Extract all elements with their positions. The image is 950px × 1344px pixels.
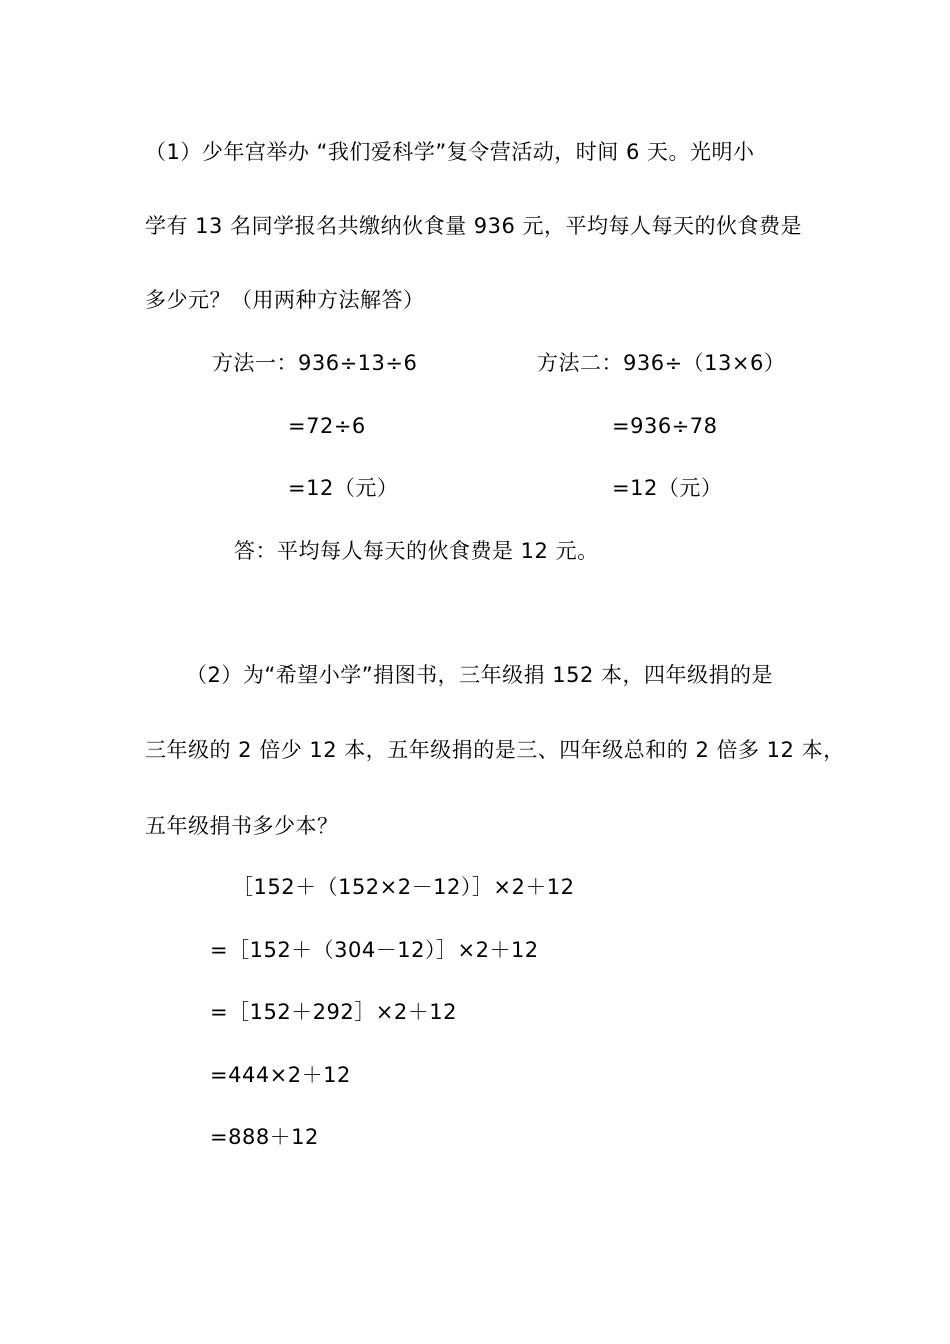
problem-1-text-line-1: （1）少年宫举办 “我们爱科学”复令营活动，时间 6 天。光明小 [145,140,755,164]
method-2-step-1: 方法二：936÷（13×6） [537,351,786,375]
problem-2-step-4: =444×2＋12 [210,1063,351,1087]
problem-1-answer: 答：平均每人每天的伙食费是 12 元。 [234,539,599,563]
problem-1-text-line-3: 多少元？（用两种方法解答） [145,288,425,312]
method-2-step-3: =12（元） [612,476,723,500]
problem-2-step-1: ［152＋（152×2－12）］×2＋12 [232,875,575,899]
problem-2-text-line-3: 五年级捐书多少本？ [145,814,339,838]
method-1-step-3: =12（元） [288,476,399,500]
problem-2-step-2: =［152＋（304－12）］×2＋12 [210,938,539,962]
method-1-step-2: =72÷6 [288,414,366,438]
problem-1-text-line-2: 学有 13 名同学报名共缴纳伙食量 936 元，平均每人每天的伙食费是 [145,214,803,238]
problem-2-step-3: =［152＋292］×2＋12 [210,1000,457,1024]
method-2-step-2: =936÷78 [612,414,718,438]
problem-2-text-line-2: 三年级的 2 倍少 12 本，五年级捐的是三、四年级总和的 2 倍多 12 本， [145,738,845,762]
method-1-step-1: 方法一：936÷13÷6 [212,351,418,375]
problem-2-text-line-1: （2）为“希望小学”捐图书，三年级捐 152 本，四年级捐的是 [186,663,774,687]
problem-2-step-5: =888＋12 [210,1125,319,1149]
